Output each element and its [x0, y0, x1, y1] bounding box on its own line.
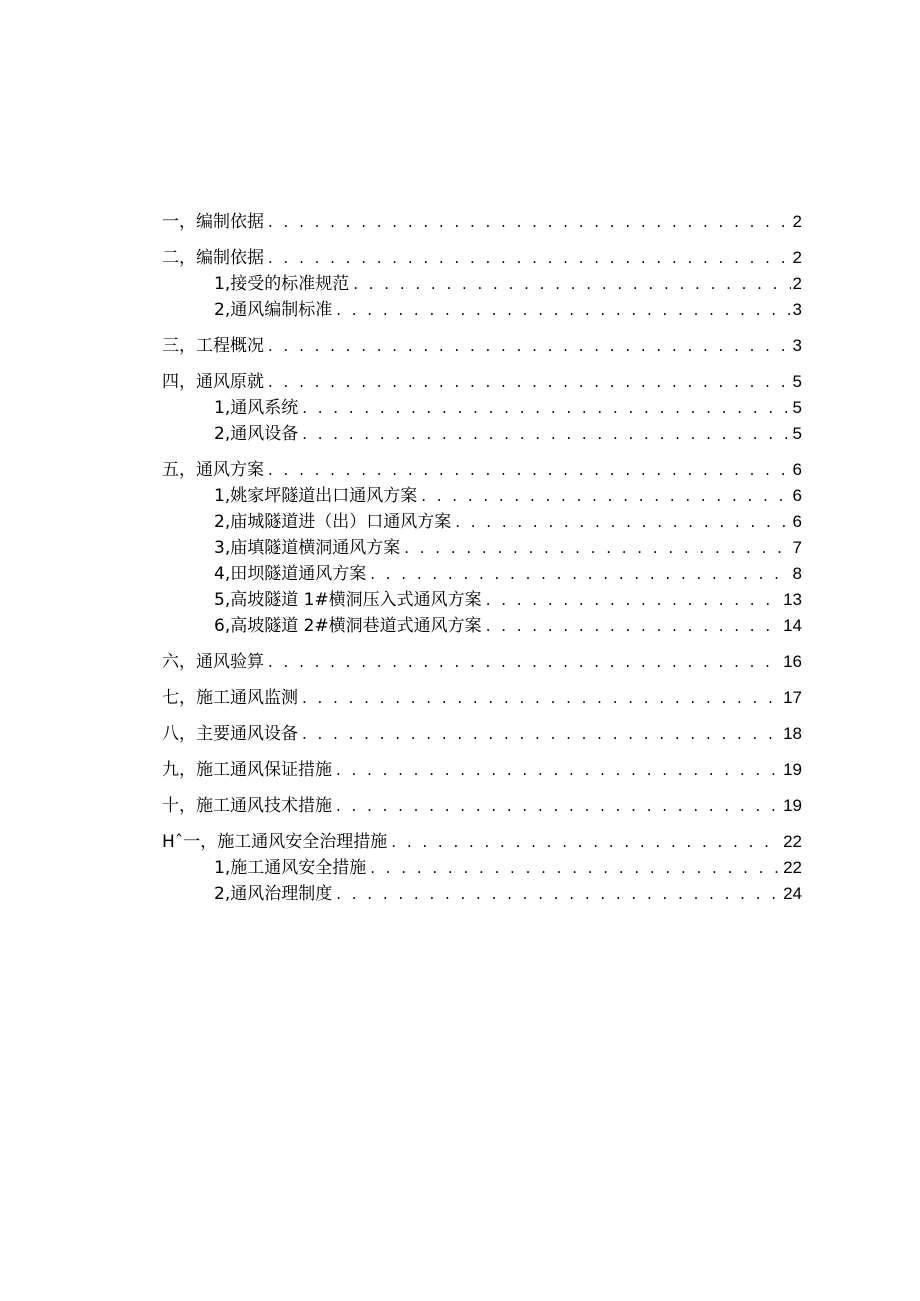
toc-section-entry[interactable]: [162, 297, 802, 323]
toc-page-number: 2: [792, 248, 802, 267]
toc-entry-title: 一，编制依据: [162, 212, 264, 232]
toc-page-number: 18: [783, 724, 802, 743]
toc-entry-title: 六，通风验算: [162, 652, 264, 672]
toc-page-number: 13: [783, 590, 802, 609]
toc-dot-leader: [336, 297, 790, 323]
toc-entry-title: 九，施工通风保证措施: [162, 760, 332, 780]
toc-section-entry[interactable]: [162, 509, 802, 535]
toc-page-number: 14: [783, 616, 802, 635]
toc-dot-leader: [268, 209, 791, 235]
toc-chapter-entry[interactable]: [162, 757, 802, 783]
toc-chapter-entry[interactable]: [162, 333, 802, 359]
toc-chapter-entry[interactable]: [162, 457, 802, 483]
toc-entry-title: 七，施工通风监测: [162, 688, 298, 708]
toc-dot-leader: [353, 271, 790, 297]
toc-entry-title: 1,接受的标准规范: [214, 274, 350, 294]
toc-page-number: 5: [792, 398, 802, 417]
toc-dot-leader: [421, 483, 790, 509]
toc-page-number: 24: [783, 884, 802, 903]
toc-page-number: 19: [783, 796, 802, 815]
toc-dot-leader: [370, 855, 781, 881]
toc-dot-leader: [455, 509, 790, 535]
toc-page-number: 5: [792, 424, 802, 443]
toc-chapter-entry[interactable]: [162, 209, 802, 235]
toc-dot-leader: [486, 587, 781, 613]
toc-dot-leader: [370, 561, 790, 587]
toc-entry-title: 2,通风设备: [214, 424, 299, 444]
toc-dot-leader: [302, 721, 781, 747]
toc-dot-leader: [268, 245, 791, 271]
toc-page-number: 6: [792, 512, 802, 531]
toc-chapter-entry[interactable]: [162, 649, 802, 675]
toc-section-entry[interactable]: [162, 855, 802, 881]
toc-page-number: 19: [783, 760, 802, 779]
toc-dot-leader: [486, 613, 781, 639]
toc-section-entry[interactable]: [162, 483, 802, 509]
toc-chapter-entry[interactable]: [162, 685, 802, 711]
toc-page-number: 2: [792, 212, 802, 231]
toc-section-entry[interactable]: [162, 587, 802, 613]
toc-dot-leader: [302, 685, 781, 711]
toc-section-entry[interactable]: [162, 561, 802, 587]
toc-page-number: 3: [792, 300, 802, 319]
toc-entry-title: 5,高坡隧道 1#横洞压入式通风方案: [214, 590, 482, 610]
toc-section-entry[interactable]: [162, 535, 802, 561]
toc-entry-title: 1,施工通风安全措施: [214, 858, 367, 878]
toc-entry-title: 1,姚家坪隧道出口通风方案: [214, 486, 418, 506]
toc-dot-leader: [404, 535, 790, 561]
toc-page-number: 7: [792, 538, 802, 557]
toc-dot-leader: [336, 757, 781, 783]
toc-page-number: 6: [792, 486, 802, 505]
toc-entry-title: 十，施工通风技术措施: [162, 796, 332, 816]
toc-section-entry[interactable]: [162, 613, 802, 639]
toc-entry-title: 五，通风方案: [162, 460, 264, 480]
toc-dot-leader: [302, 421, 790, 447]
toc-entry-title: 二，编制依据: [162, 248, 264, 268]
toc-page-number: 2: [792, 274, 802, 293]
toc-chapter-entry[interactable]: [162, 793, 802, 819]
toc-chapter-entry[interactable]: [162, 245, 802, 271]
toc-entry-title: 三，工程概况: [162, 336, 264, 356]
toc-page-number: 3: [792, 336, 802, 355]
toc-entry-title: 6,高坡隧道 2#横洞巷道式通风方案: [214, 616, 482, 636]
toc-chapter-entry[interactable]: [162, 721, 802, 747]
toc-dot-leader: [336, 793, 781, 819]
toc-entry-title: 四，通风原就: [162, 372, 264, 392]
toc-entry-title: 4,田坝隧道通风方案: [214, 564, 367, 584]
toc-dot-leader: [268, 333, 791, 359]
toc-page-number: 8: [792, 564, 802, 583]
toc-page-number: 6: [792, 460, 802, 479]
toc-dot-leader: [268, 649, 781, 675]
toc-entry-title: 3,庙填隧道横洞通风方案: [214, 538, 401, 558]
toc-chapter-entry[interactable]: [162, 829, 802, 855]
toc-dot-leader: [268, 369, 791, 395]
toc-entry-title: 2,庙城隧道进（出）口通风方案: [214, 512, 452, 532]
toc-section-entry[interactable]: [162, 395, 802, 421]
toc-entry-title: 2,通风编制标准: [214, 300, 333, 320]
toc-entry-title: 1,通风系统: [214, 398, 299, 418]
table-of-contents: [162, 209, 802, 907]
toc-section-entry[interactable]: [162, 271, 802, 297]
toc-dot-leader: [302, 395, 790, 421]
toc-section-entry[interactable]: [162, 421, 802, 447]
toc-entry-title: 八，主要通风设备: [162, 724, 298, 744]
toc-dot-leader: [336, 881, 781, 907]
toc-chapter-entry[interactable]: [162, 369, 802, 395]
toc-page-number: 22: [783, 832, 802, 851]
toc-entry-title: Hˆ一，施工通风安全治理措施: [162, 832, 388, 852]
toc-dot-leader: [268, 457, 791, 483]
toc-dot-leader: [391, 829, 781, 855]
toc-page-number: 22: [783, 858, 802, 877]
toc-page-number: 5: [792, 372, 802, 391]
toc-page-number: 17: [783, 688, 802, 707]
toc-entry-title: 2,通风治理制度: [214, 884, 333, 904]
toc-section-entry[interactable]: [162, 881, 802, 907]
toc-page-number: 16: [783, 652, 802, 671]
